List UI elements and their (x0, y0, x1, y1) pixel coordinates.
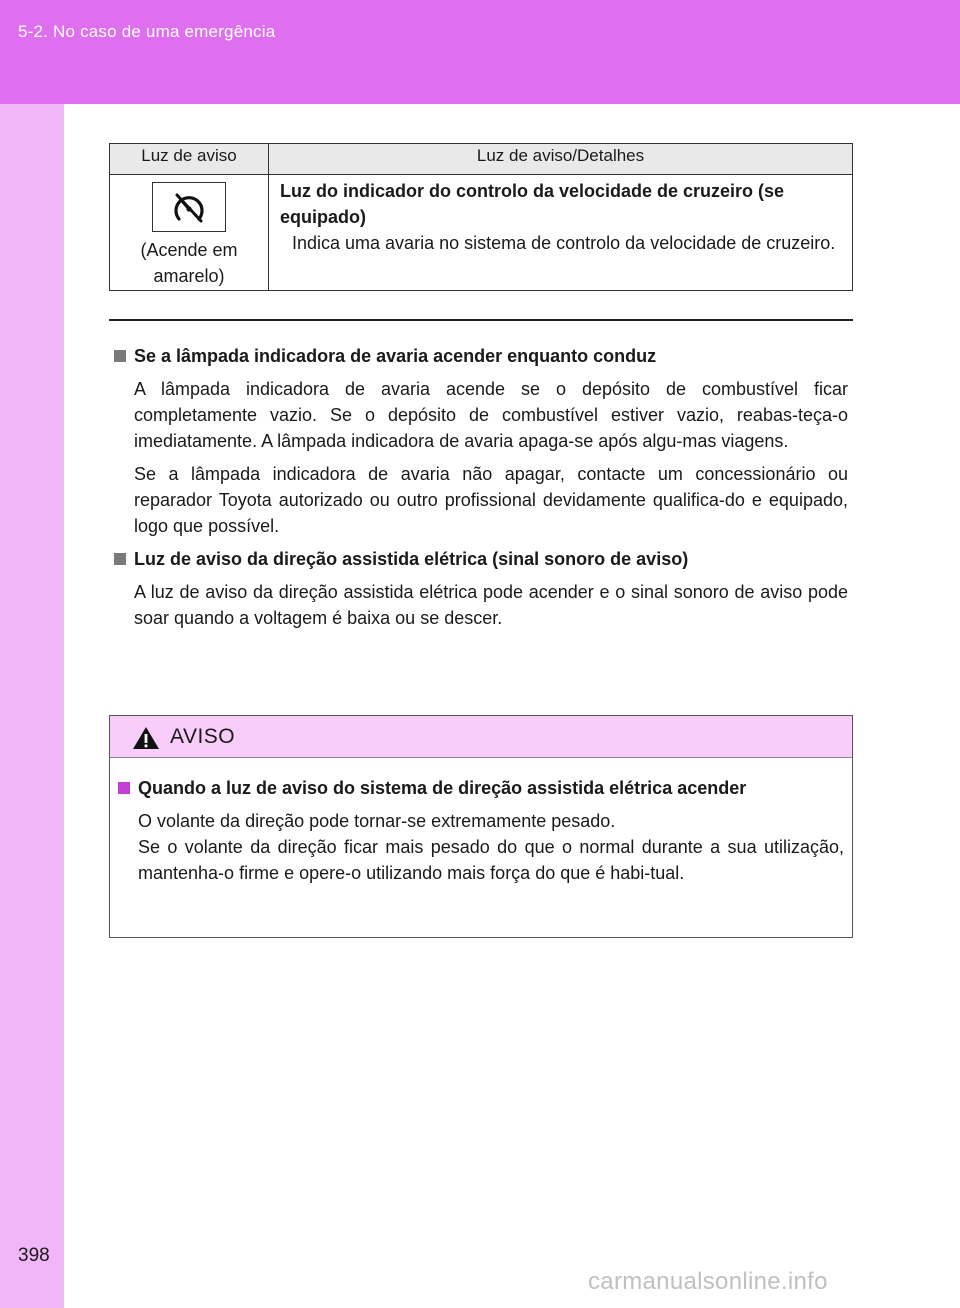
page-header-band (0, 0, 960, 104)
section-heading (114, 343, 848, 369)
warning-heading (118, 775, 844, 801)
page-number: 398 (18, 1245, 50, 1266)
bullet-square-icon (114, 350, 126, 362)
cruise-control-warning-icon (152, 182, 226, 232)
bullet-square-icon (114, 553, 126, 565)
main-content (114, 343, 848, 638)
side-margin-strip (0, 0, 64, 1308)
paragraph: A lâmpada indicadora de avaria acende se o depósito de combustível ficar completamente vazio. Se o depósito de combustível estiver vazio, reabas-teça-o imediatamente. A lâmpada indicadora de avaria apaga-se após algu-mas viagens. (134, 379, 848, 451)
paragraph: A luz de aviso da direção assistida elétrica pode acender e o sinal sonoro de aviso pode soar quando a voltagem é baixa ou se descer. (134, 582, 848, 628)
warning-label: AVISO (170, 725, 236, 748)
warning-heading-text: Quando a luz de aviso do sistema de direção assistida elétrica acender (138, 778, 747, 798)
section-title: 5-2. No caso de uma emergência (18, 22, 276, 41)
watermark: carmanualsonline.info (588, 1268, 828, 1295)
heading-text: Se a lâmpada indicadora de avaria acender enquanto conduz (134, 346, 657, 366)
warning-line: O volante da direção pode tornar-se extremamente pesado. (138, 811, 616, 831)
warning-triangle-icon (132, 726, 160, 755)
table-header-light: Luz de aviso (110, 144, 269, 174)
heading-text: Luz de aviso da direção assistida elétrica (sinal sonoro de aviso) (134, 549, 689, 569)
warning-line: Se o volante da direção ficar mais pesado do que o normal durante a sua utilização, mantenha-o firme e opere-o utilizando mais força do que é habi-tual. (138, 837, 844, 883)
table-header-row (110, 144, 852, 175)
icon-caption: (Acende em amarelo) (140, 240, 238, 286)
table-header-details: Luz de aviso/Detalhes (476, 146, 645, 165)
bullet-square-icon (118, 782, 130, 794)
warning-box-header (110, 716, 852, 758)
warning-box-body (118, 775, 844, 886)
warning-light-table (109, 143, 853, 291)
section-divider (109, 319, 853, 321)
section-heading (114, 546, 848, 572)
table-cell-light (110, 175, 269, 290)
table-cell-details (280, 178, 845, 256)
paragraph: Se a lâmpada indicadora de avaria não apagar, contacte um concessionário ou reparador Toyota autorizado ou outro profissional devidamente qualifica-do e equipado, logo que possível. (134, 464, 848, 536)
detail-title: Luz do indicador do controlo da velocidade de cruzeiro (se equipado) (280, 181, 785, 227)
warning-box (109, 715, 853, 938)
detail-description: Indica uma avaria no sistema de controlo da velocidade de cruzeiro. (292, 233, 836, 253)
